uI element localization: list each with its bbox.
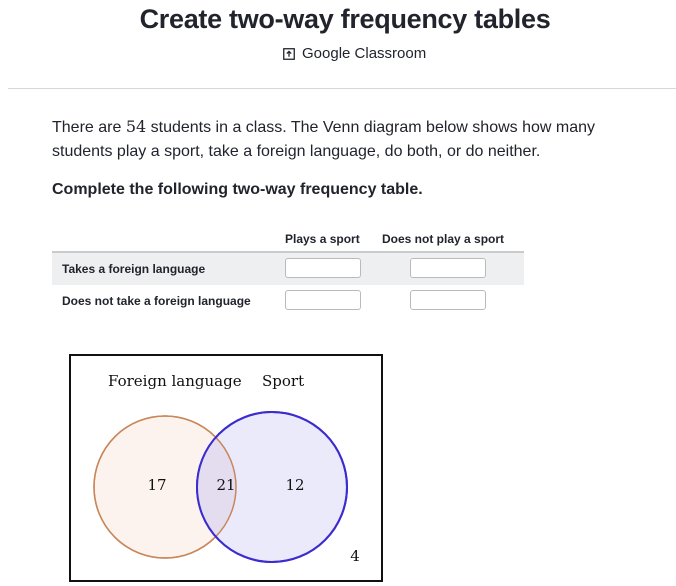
- table-row-no-foreign-language: [52, 285, 524, 317]
- input-no-language-no-sport[interactable]: [410, 290, 486, 310]
- row-label-foreign-language: Takes a foreign language: [62, 262, 206, 276]
- student-count: 54: [125, 117, 147, 136]
- col-header-plays-sport: Plays a sport: [285, 232, 360, 246]
- input-language-no-sport[interactable]: [410, 258, 486, 278]
- count-neither: 4: [350, 547, 360, 565]
- col-header-no-sport: Does not play a sport: [382, 232, 505, 246]
- problem-text-start: There are: [52, 119, 126, 136]
- problem-text-end: students in a class. The Venn diagram below shows how many students play a sport, take a foreign language, do both, or do neither.: [52, 119, 596, 160]
- input-language-sport[interactable]: [285, 258, 361, 278]
- foreign-language-label: Foreign language: [108, 372, 242, 390]
- share-icon: [283, 48, 295, 60]
- venn-diagram-svg: [71, 356, 381, 580]
- instruction-text: Complete the following two-way frequency table.: [52, 181, 423, 198]
- google-classroom-label: Google Classroom: [302, 45, 427, 62]
- header-divider: [8, 88, 676, 89]
- google-classroom-link[interactable]: [283, 45, 426, 62]
- row-label-no-foreign-language: Does not take a foreign language: [62, 294, 251, 308]
- count-language-only: 17: [147, 476, 167, 494]
- count-both: 21: [216, 476, 236, 494]
- page-title: Create two-way frequency tables: [139, 4, 551, 34]
- table-row-foreign-language: [52, 253, 524, 285]
- problem-statement: [52, 115, 652, 164]
- input-no-language-sport[interactable]: [285, 290, 361, 310]
- venn-diagram: [69, 354, 383, 582]
- count-sport-only: 12: [285, 476, 305, 494]
- sport-label: Sport: [262, 372, 305, 390]
